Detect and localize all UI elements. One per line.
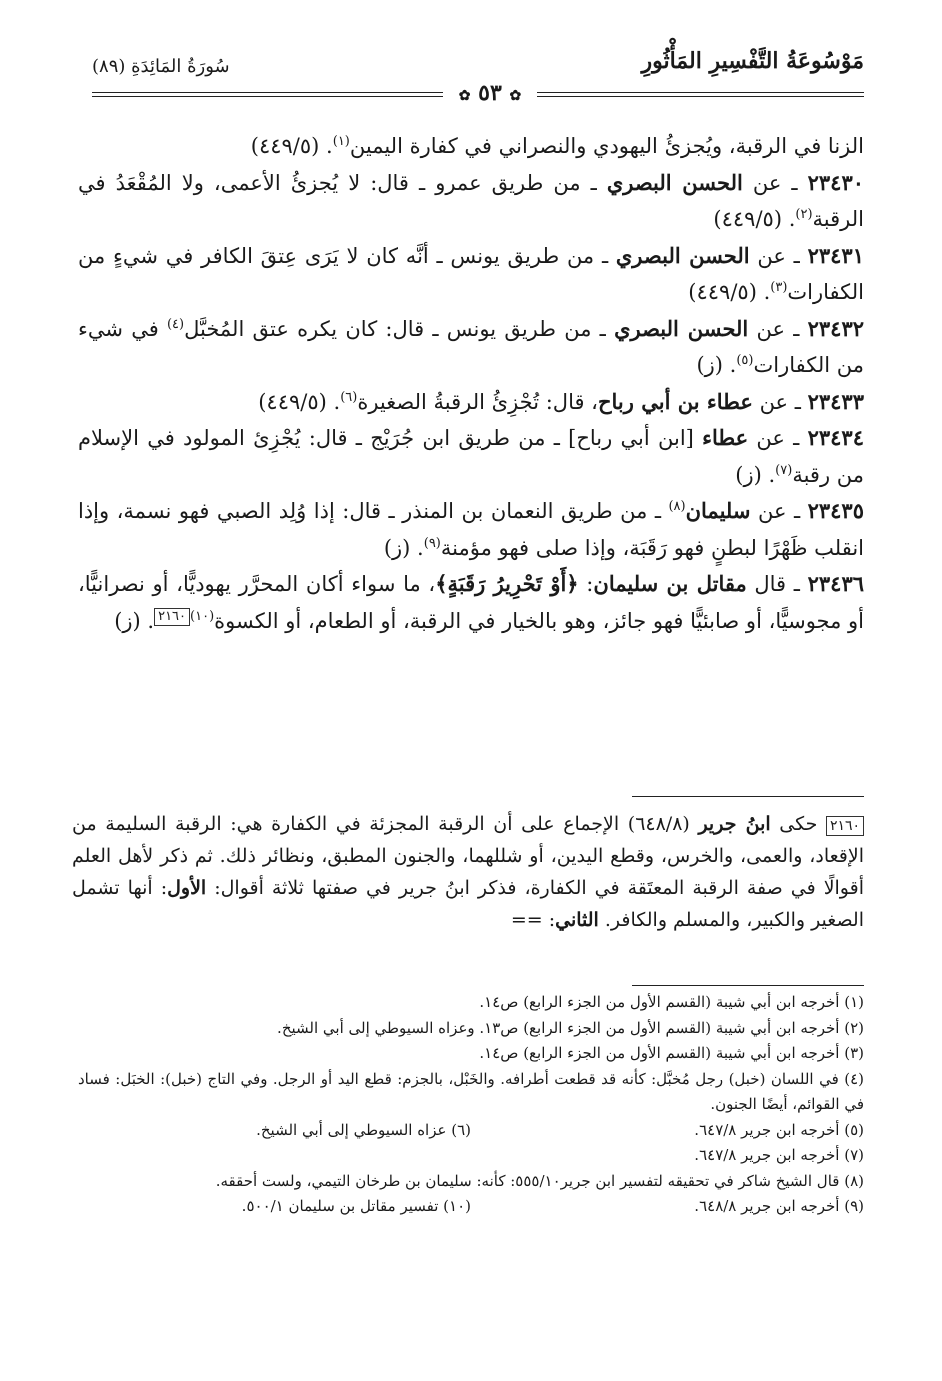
- narration-text: ـ عن: [749, 243, 808, 268]
- scholar-name: ابنُ جرير: [698, 813, 771, 835]
- commentary-divider: [632, 796, 864, 797]
- commentary-paragraph: [72, 808, 864, 936]
- source-reference: (٤٤٩/٥): [688, 280, 757, 304]
- narration-text: .: [756, 280, 771, 304]
- footnote-row: [78, 1118, 864, 1144]
- book-title: مَوْسُوعَةُ التَّفْسِيرِ المَأْثُورِ: [641, 48, 864, 74]
- main-text: [78, 128, 864, 639]
- footnote-marker: (٢): [795, 207, 813, 222]
- footnote-marker: (٤): [166, 316, 185, 332]
- footnote-marker: (٣): [770, 280, 788, 295]
- narration-number: ٢٣٤٣١: [807, 242, 864, 268]
- narration-text: :: [578, 572, 594, 596]
- narration-number: ٢٣٤٣٢: [807, 315, 865, 341]
- narration-text: ، قال: تُجْزِئُ الرقبةُ الصغيرة: [357, 389, 598, 414]
- footnote-8: (٨) قال الشيخ شاكر في تحقيقه لتفسير ابن جرير٥٥٥/١٠: كأنه: سليمان بن طرخان التيمي، ولست أحققه.: [215, 1171, 864, 1190]
- narration-text: ـ من طريق عمرو ـ قال: لا يُجزئُ الأعمى، ولا المُقْعَدُ في الرقبة: [78, 170, 864, 231]
- narration-text: ـ عن: [750, 499, 808, 523]
- source-reference: (ز): [114, 608, 141, 633]
- footnote-marker: (١): [332, 134, 350, 149]
- footnote-row: [78, 1194, 864, 1220]
- commentary-number-box: ٢١٦٠: [826, 816, 864, 836]
- flower-ornament-icon: ✿: [458, 88, 471, 104]
- narration-23433: [78, 384, 864, 421]
- continuation-mark: ==: [510, 909, 543, 931]
- footnote-2: (٢) أخرجه ابن أبي شيبة (القسم الأول من الجزء الرابع) ص١٣. وعزاه السيوطي إلى أبي الشيخ.: [277, 1018, 864, 1037]
- narration-number: ٢٣٤٣٤: [807, 425, 864, 450]
- narration-23431: [78, 238, 864, 311]
- quran-verse: ﴿أَوْ تَحْرِيرُ رَقَبَةٍ﴾: [435, 571, 579, 596]
- footnote-marker: (٥): [736, 353, 754, 368]
- narration-number: ٢٣٤٣٥: [807, 498, 864, 523]
- footnote-marker: (٧): [775, 462, 793, 478]
- commentary-link-box[interactable]: ٢١٦٠: [154, 608, 190, 626]
- narrator-name: عطاء بن أبي رباح: [597, 388, 753, 414]
- source-reference: (ز): [383, 535, 411, 560]
- narration-number: ٢٣٤٣٦: [807, 571, 865, 596]
- footnotes: [78, 990, 864, 1220]
- narration-text: ـ عن: [748, 316, 808, 341]
- narration-text: .: [410, 535, 424, 560]
- narration-text: ـ قال: [746, 572, 808, 596]
- narration-text: ـ من طريق يونس ـ قال: كان يكره عتق المُخبَّل: [184, 316, 615, 341]
- footnote-10: (١٠) تفسير مقاتل بن سليمان ٥٠٠/١.: [241, 1197, 471, 1215]
- narrator-name: الحسن البصري: [606, 169, 743, 195]
- footnote-5: (٥) أخرجه ابن جرير ٦٤٧/٨.: [694, 1120, 864, 1139]
- narration-23430: [78, 165, 864, 238]
- narration-23436: [78, 566, 864, 639]
- flower-ornament-icon: ✿: [509, 88, 522, 104]
- commentary-text: :: [542, 909, 556, 931]
- source-reference: (٤٤٩/٥): [258, 389, 327, 414]
- narration-text: ، ما سواء أكان المحرَّر يهوديًّا، أو نصرانيًّا، أو مجوسيًّا، أو صابئيًّا فهو جائز، وهو بالخيار في الرقبة، أو الطعام، أو الكسوة: [78, 572, 864, 633]
- footnotes-divider: [632, 985, 864, 986]
- narrator-name: الحسن البصري: [614, 315, 749, 341]
- footnote-9: (٩) أخرجه ابن جرير ٦٤٨/٨.: [694, 1197, 864, 1215]
- narrator-name: سليمان: [685, 498, 751, 523]
- narrator-name: عطاء: [702, 425, 749, 450]
- narration-text: ـ عن: [752, 389, 808, 414]
- narration-23435: [78, 493, 864, 566]
- commentary: [72, 808, 864, 936]
- surah-reference: سُورَةُ المَائِدَةِ (٨٩): [92, 56, 230, 77]
- page-number-block: [443, 80, 537, 106]
- narration-text: ـ من طريق يونس ـ أنَّه كان لا يَرَى عِتقَ الكافر في شيءٍ من الكفارات: [78, 243, 864, 304]
- narration-23434: [78, 420, 864, 493]
- footnote-7: (٧) أخرجه ابن جرير ٦٤٧/٨.: [694, 1146, 864, 1164]
- source-reference: (٤٤٩/٥): [250, 134, 320, 158]
- source-reference: (٤٤٩/٥): [713, 207, 783, 231]
- narration-text: .: [140, 608, 155, 633]
- narration-text: .: [319, 134, 333, 158]
- narration-text: .: [782, 207, 796, 231]
- footnote-marker: (٨): [668, 499, 686, 514]
- narration-23432: [78, 311, 864, 384]
- narration-text: .: [761, 462, 776, 487]
- narration-text: .: [326, 389, 341, 414]
- narration-text: ـ عن: [742, 170, 808, 195]
- source-reference: (ز): [696, 353, 723, 377]
- narration-continuation: [78, 128, 864, 165]
- commentary-text: : أنها تشمل الصغير والكبير، والمسلم والكافر.: [72, 877, 864, 931]
- opinion-label-second: الثاني: [555, 909, 599, 931]
- commentary-text: حكى: [770, 813, 826, 835]
- narration-text: ـ من طريق النعمان بن المنذر ـ قال: إذا وُلِد الصبي فهو نسمة، وإذا انقلب ظَهْرًا لبطنٍ فهو رَقَبَة، وإذا صلى فهو مؤمنة: [78, 499, 864, 560]
- narration-text: في شيء من الكفارات: [78, 316, 864, 377]
- footnote-marker: (٦): [340, 389, 358, 405]
- footnote-marker: (٩): [423, 535, 441, 551]
- footnote-marker: (١٠): [190, 608, 215, 624]
- opinion-label-first: الأول: [167, 877, 207, 899]
- narrator-name: مقاتل بن سليمان: [593, 571, 747, 596]
- footnote-4: (٤) في اللسان (خبل) رجل مُخبَّل: كأنه قد قطعت أطرافه. والخَبْل، بالجزم: قطع اليد أو الرجل. وفي التاج (خبل): الخبَل: فساد في القوائم، أيضًا الجنون.: [78, 1069, 864, 1113]
- narrator-name: الحسن البصري: [615, 242, 750, 268]
- narration-number: ٢٣٤٣٠: [807, 169, 865, 195]
- narration-text: .: [722, 353, 737, 377]
- footnote-1: (١) أخرجه ابن أبي شيبة (القسم الأول من الجزء الرابع) ص١٤.: [479, 993, 864, 1011]
- narration-text: الزنا في الرقبة، ويُجزئُ اليهودي والنصراني في كفارة اليمين: [349, 134, 864, 158]
- footnote-3: (٣) أخرجه ابن أبي شيبة (القسم الأول من الجزء الرابع) ص١٤.: [479, 1044, 864, 1062]
- page-number: ٥٣: [478, 80, 502, 106]
- footnote-6: (٦) عزاه السيوطي إلى أبي الشيخ.: [256, 1120, 471, 1139]
- narration-number: ٢٣٤٣٣: [807, 388, 864, 414]
- source-reference: (ز): [735, 462, 762, 487]
- narration-text: ـ عن: [748, 426, 808, 450]
- commentary-text: (٦٤٨/٨) الإجماع على أن الرقبة المجزئة في الكفارة هي: الرقبة السليمة من الإقعاد، والعمى، والخرس، وقطع اليدين، أو شللهما، والجنون المطبق، ونظائر ذلك. ثم ذكر لأهل العلم أقوالًا في صفة الرقبة المعتَقة في الكفارة، فذكر ابنُ جرير في صفتها ثلاثة أقوال:: [72, 813, 864, 899]
- narration-text: [ابن أبي رباح] ـ من طريق ابن جُرَيْج ـ قال: يُجْزِئ المولود في الإسلام من رقبة: [78, 426, 864, 487]
